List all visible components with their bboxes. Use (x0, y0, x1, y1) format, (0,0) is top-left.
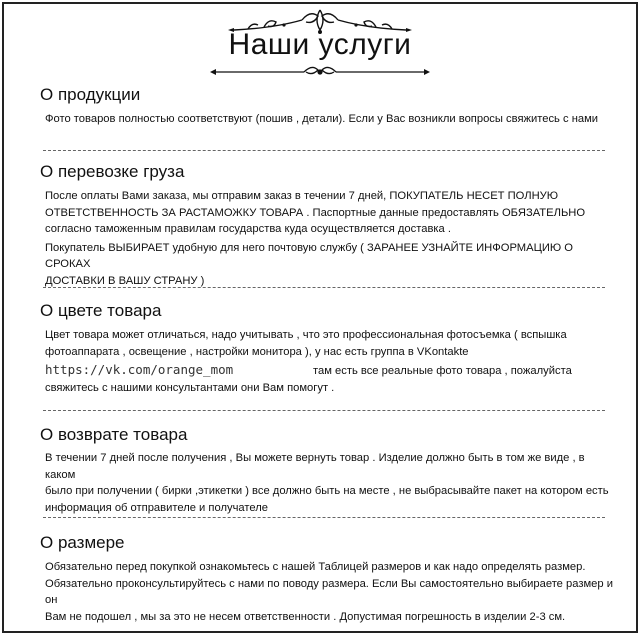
text-line: После оплаты Вами заказа, мы отправим заказ в течении 7 дней, ПОКУПАТЕЛЬ НЕСЕТ ПОЛНУЮ (45, 190, 559, 202)
section-text-size (45, 559, 615, 625)
text-line (45, 362, 615, 380)
text-line: Цвет товара может отличаться, надо учитывать , что это профессиональная фотосъемка ( вспышка (45, 329, 567, 341)
divider (43, 410, 605, 411)
section-text-shipping (45, 188, 615, 289)
text-line: информация об отправителе и получателе (45, 501, 268, 514)
text-line: ДОСТАВКИ В ВАШУ СТРАНУ ) (45, 274, 205, 287)
divider (43, 287, 605, 288)
text-line: было при получении ( бирки ,этикетки ) все должно быть на месте , не выбрасывайте пакет на котором есть (45, 485, 609, 497)
text-line: Обязательно проконсультируйтесь с нами по поводу размера. Если Вы самостоятельно выбираете размер и он (45, 577, 613, 606)
section-heading-returns: О возврате товара (40, 425, 188, 444)
ornament-bottom-icon (208, 62, 432, 80)
vk-group-link[interactable]: https://vk.com/orange_mom (45, 362, 234, 377)
section-text-returns (45, 450, 615, 516)
section-heading-product: О продукции (40, 85, 141, 104)
page-title: Наши услуги (228, 28, 412, 61)
section-heading-color: О цвете товара (40, 301, 162, 320)
text-line: Фото товаров полностью соответствуют (пошив , детали). Если у Вас возникли вопросы свяжитесь с нами (45, 113, 599, 125)
text-line: ОТВЕТСТВЕННОСТЬ ЗА РАСТАМОЖКУ ТОВАРА . Паспортные данные предоставлять ОБЯЗАТЕЛЬНО (45, 206, 586, 219)
text-line: согласно таможенным правилам государства куда осуществляется доставка . (45, 223, 451, 235)
section-text-product (45, 111, 615, 128)
divider (43, 150, 605, 151)
section-heading-shipping: О перевозке груза (40, 162, 185, 181)
text-line: свяжитесь с нашими консультантами они Вам помогут . (45, 381, 335, 394)
text-line-tail: там есть все реальные фото товара , пожалуйста (313, 365, 572, 377)
text-line: Покупатель ВЫБИРАЕТ удобную для него почтовую службу ( ЗАРАНЕЕ УЗНАЙТЕ ИНФОРМАЦИЮ О СРОКАХ (45, 241, 573, 270)
text-line: Обязательно перед покупкой ознакомьтесь с нашей Таблицей размеров и как надо определять размер. (45, 561, 586, 573)
section-heading-size: О размере (40, 533, 125, 552)
text-line: Вам не подошел , мы за это не несем ответственности . Допустимая погрешность в изделии 2-3 см. (45, 610, 566, 623)
text-line: В течении 7 дней после получения , Вы можете вернуть товар . Изделие должно быть в том же виде , в каком (45, 452, 585, 481)
divider (43, 517, 605, 518)
text-line: фотоаппарата , освещение , настройки монитора ), у нас есть группа в VKontakte (45, 345, 469, 358)
section-text-color (45, 327, 615, 396)
